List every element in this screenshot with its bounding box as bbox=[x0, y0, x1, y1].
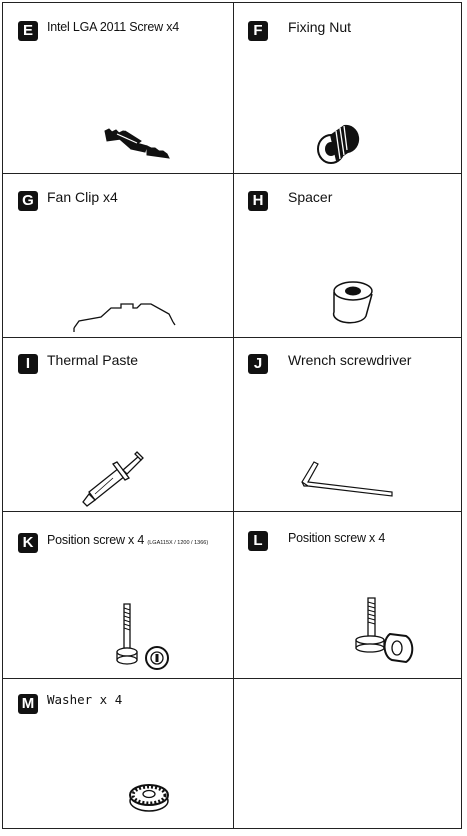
part-cell-l bbox=[234, 512, 463, 678]
part-label: Intel LGA 2011 Screw x4 bbox=[47, 20, 180, 34]
part-letter-badge: L bbox=[248, 531, 268, 551]
part-sublabel: (LGA115X / 1200 / 1366) bbox=[147, 540, 209, 546]
spacer-icon bbox=[330, 280, 378, 324]
part-label: Spacer bbox=[288, 189, 333, 205]
part-label: Wrench screwdriver bbox=[288, 352, 412, 368]
part-cell-j bbox=[234, 338, 463, 511]
part-letter-badge: K bbox=[18, 533, 38, 553]
part-cell-f bbox=[234, 3, 463, 173]
part-label: Washer x 4 bbox=[47, 692, 123, 707]
part-label bbox=[47, 530, 208, 553]
part-cell-i bbox=[3, 338, 233, 511]
intel-lga-2011-screw-icon bbox=[103, 125, 173, 170]
part-letter-badge: E bbox=[18, 21, 38, 41]
part-cell-k bbox=[3, 512, 233, 678]
fixing-nut-icon bbox=[310, 119, 360, 167]
empty-cell bbox=[234, 679, 463, 830]
part-letter-badge: G bbox=[18, 191, 38, 211]
part-label: Fixing Nut bbox=[288, 19, 352, 35]
part-cell-e bbox=[3, 3, 233, 173]
fan-clip-icon bbox=[71, 294, 181, 334]
part-letter-badge: I bbox=[18, 354, 38, 374]
part-letter-badge: H bbox=[248, 191, 268, 211]
accessory-parts-grid bbox=[2, 2, 462, 829]
part-label: Position screw x 4 bbox=[288, 531, 386, 545]
part-letter-badge: J bbox=[248, 354, 268, 374]
part-letter-badge: M bbox=[18, 694, 38, 714]
position-screw-icon bbox=[350, 596, 416, 666]
part-cell-h bbox=[234, 174, 463, 337]
washer-icon bbox=[127, 779, 171, 815]
part-letter-badge: F bbox=[248, 21, 268, 41]
part-cell-m bbox=[3, 679, 233, 830]
hex-wrench-icon bbox=[300, 458, 396, 498]
thermal-paste-syringe-icon bbox=[79, 450, 145, 506]
position-screw-icon bbox=[113, 602, 173, 672]
part-label: Fan Clip x4 bbox=[47, 189, 118, 205]
part-label: Thermal Paste bbox=[47, 352, 139, 368]
part-label-text: Position screw x 4 bbox=[47, 533, 145, 547]
part-cell-g bbox=[3, 174, 233, 337]
